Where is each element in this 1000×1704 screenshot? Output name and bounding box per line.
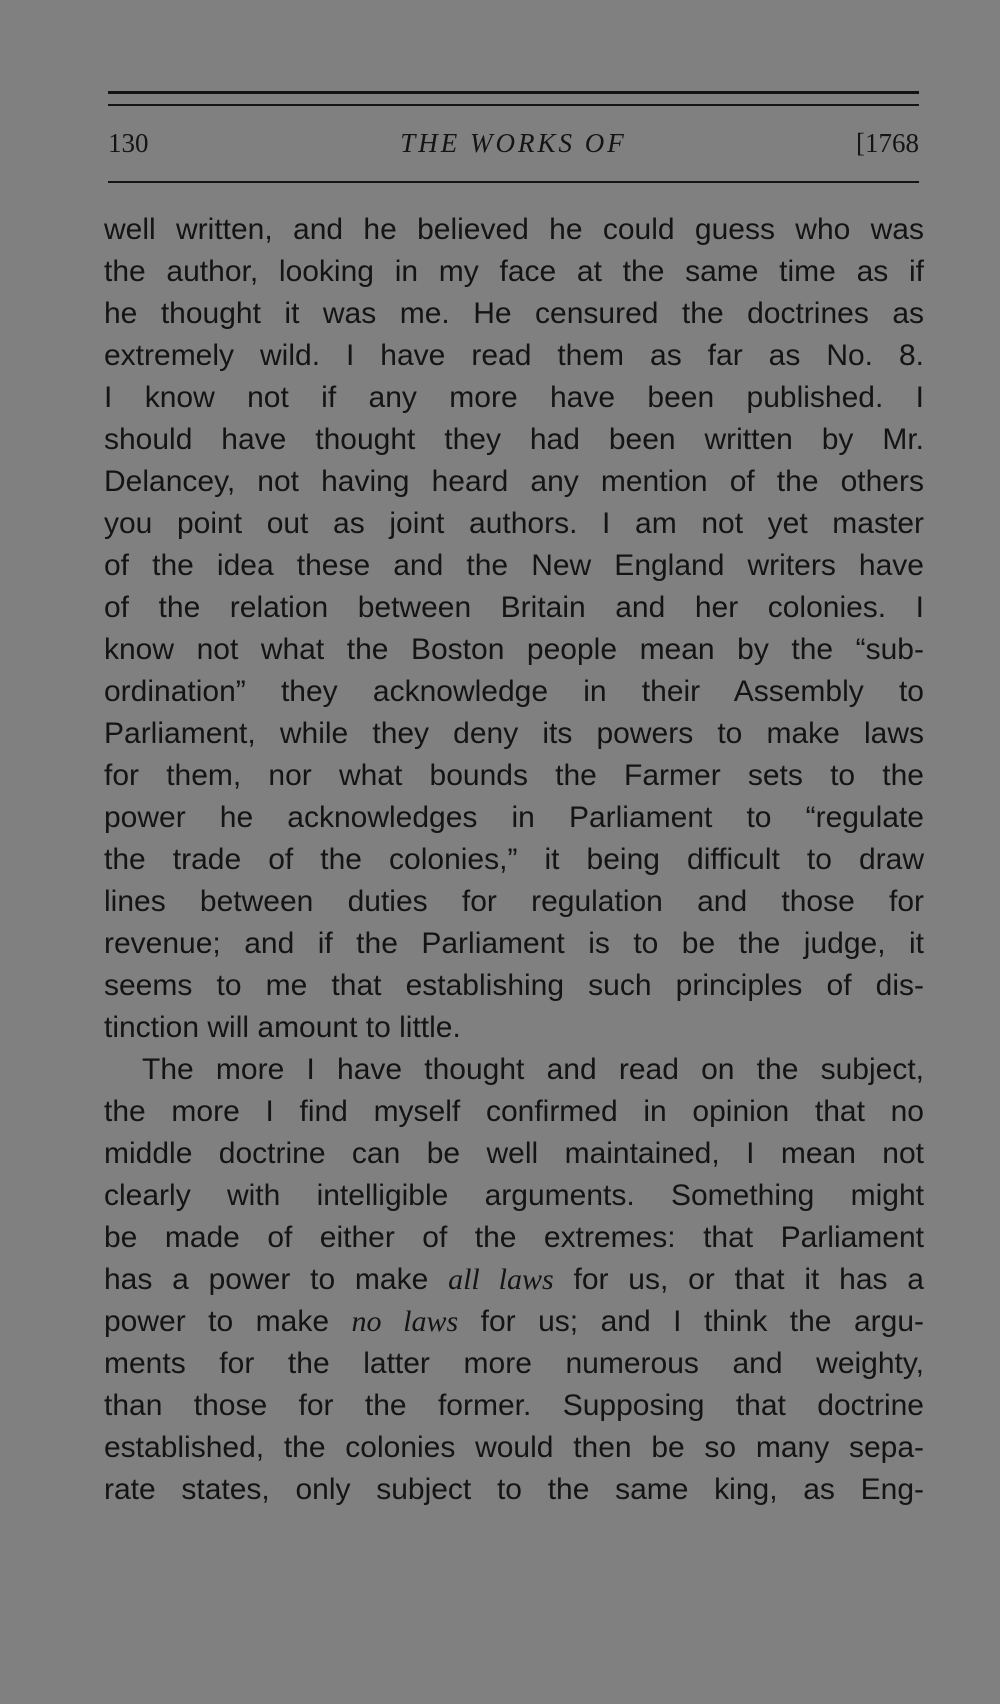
text-line: rate states, only subject to the same king, as Eng- [104,1473,924,1506]
text-line: Parliament, while they deny its powers to make laws [104,717,924,750]
running-head [108,128,919,168]
text-line: know not what the Boston people mean by the “sub- [104,633,924,666]
text-line: power he acknowledges in Parliament to “regulate [104,801,924,834]
text-line: the more I find myself confirmed in opinion that no [104,1095,924,1128]
text-line: he thought it was me. He censured the doctrines as [104,297,924,330]
text-fragment: has a power to make [104,1263,449,1296]
text-line: of the relation between Britain and her colonies. I [104,591,924,624]
running-year: [1768 [856,128,919,158]
text-line: tinction will amount to little. [104,1011,461,1044]
page-number: 130 [108,128,149,158]
text-line: seems to me that establishing such principles of dis- [104,969,924,1002]
text-line: the author, looking in my face at the same time as if [104,255,924,288]
emphasis-no-laws: no laws [351,1305,459,1338]
text-line: ments for the latter more numerous and weighty, [104,1347,924,1380]
text-line: revenue; and if the Parliament is to be the judge, it [104,927,924,960]
header-rule-second [108,104,919,106]
text-line: well written, and he believed he could guess who was [104,213,924,246]
text-line: I know not if any more have been published. I [104,381,924,414]
text-line: you point out as joint authors. I am not yet master [104,507,924,540]
header-rule-top [108,91,919,94]
text-fragment: power to make [104,1305,352,1338]
emphasis-all-laws: all laws [448,1263,554,1296]
text-line: middle doctrine can be well maintained, I mean not [104,1137,924,1170]
text-line: of the idea these and the New England writers have [104,549,924,582]
running-title: THE WORKS OF [400,128,627,158]
text-line: should have thought they had been written by Mr. [104,423,924,456]
text-line: be made of either of the extremes: that Parliament [104,1221,924,1254]
text-line: than those for the former. Supposing that doctrine [104,1389,924,1422]
text-line: ordination” they acknowledge in their Assembly to [104,675,924,708]
text-line: extremely wild. I have read them as far as No. 8. [104,339,924,372]
header-rule-bottom [108,181,919,183]
body-text [104,209,924,1511]
text-line [104,1301,924,1343]
text-line: clearly with intelligible arguments. Something might [104,1179,924,1212]
text-line: for them, nor what bounds the Farmer sets to the [104,759,924,792]
text-line: lines between duties for regulation and those for [104,885,924,918]
text-fragment: for us; and I think the argu- [458,1305,924,1338]
text-line: established, the colonies would then be so many sepa- [104,1431,924,1464]
text-fragment: for us, or that it has a [553,1263,924,1296]
text-line: The more I have thought and read on the subject, [142,1053,924,1086]
text-line: the trade of the colonies,” it being difficult to draw [104,843,924,876]
text-line: Delancey, not having heard any mention of the others [104,465,924,498]
text-line [104,1259,924,1301]
